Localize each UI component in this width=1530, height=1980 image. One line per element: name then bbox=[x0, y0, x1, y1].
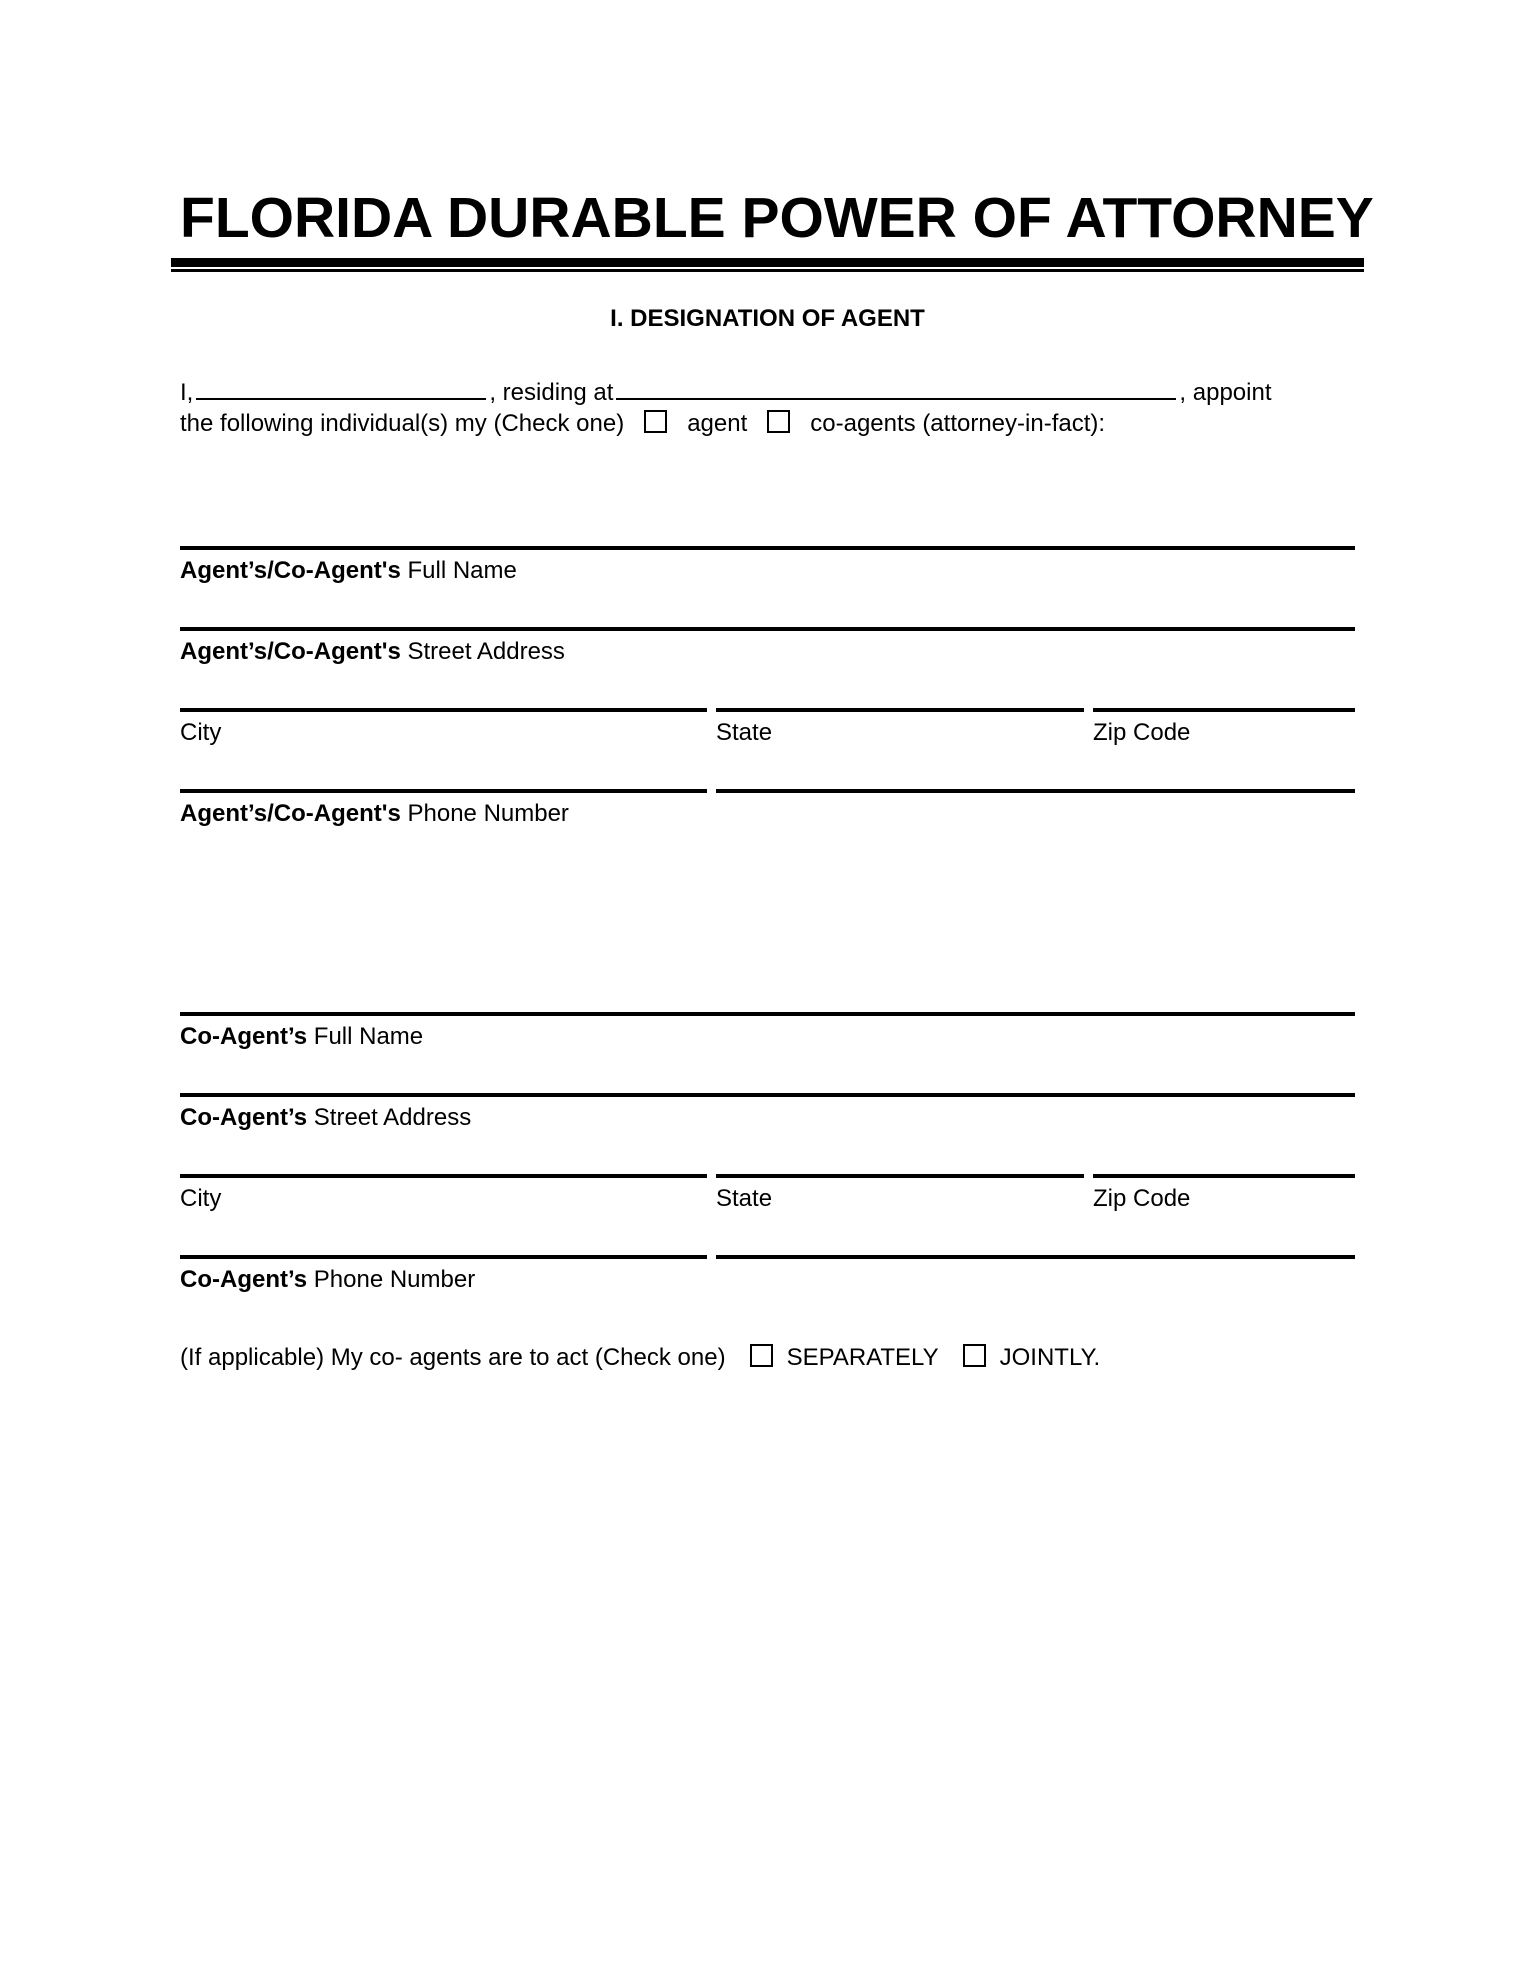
agent-full-name-field[interactable] bbox=[180, 546, 1355, 585]
agent-info-section bbox=[180, 546, 1355, 828]
agent-option-label: agent bbox=[687, 410, 748, 437]
coagent-action-clause bbox=[180, 1343, 1355, 1372]
jointly-checkbox[interactable] bbox=[963, 1344, 986, 1367]
intro-line-2 bbox=[180, 408, 1355, 439]
agent-zip-field[interactable] bbox=[1093, 708, 1355, 747]
agent-checkbox[interactable] bbox=[644, 410, 667, 433]
intro-line2-text: the following individual(s) my (Check one) bbox=[180, 410, 625, 437]
agent-phone-extra-line[interactable] bbox=[716, 789, 1355, 828]
coagent-street-address-label bbox=[180, 1103, 1355, 1132]
coagent-phone-extra-line[interactable] bbox=[716, 1255, 1355, 1294]
co-agents-option-label: co-agents (attorney-in-fact): bbox=[810, 410, 1106, 437]
coagent-phone-label-bold: Co-Agent’s bbox=[180, 1266, 308, 1293]
agent-street-address-label-normal: Street Address bbox=[407, 638, 565, 665]
document-content bbox=[180, 0, 1374, 1372]
coagent-full-name-label bbox=[180, 1022, 1355, 1051]
agent-street-address-label-bold: Agent’s/Co-Agent's bbox=[180, 638, 401, 665]
agent-street-address-field[interactable] bbox=[180, 627, 1355, 666]
coagent-phone-label-normal: Phone Number bbox=[313, 1266, 476, 1293]
agent-city-field[interactable] bbox=[180, 708, 707, 747]
agent-zip-label: Zip Code bbox=[1093, 719, 1191, 746]
agent-phone-field[interactable] bbox=[180, 789, 707, 828]
coagent-city-field[interactable] bbox=[180, 1174, 707, 1213]
agent-state-field[interactable] bbox=[716, 708, 1084, 747]
agent-state-label: State bbox=[716, 719, 773, 746]
coagent-full-name-label-normal: Full Name bbox=[313, 1023, 424, 1050]
agent-phone-label bbox=[180, 799, 707, 828]
intro-line-1 bbox=[180, 374, 1355, 408]
coagent-phone-field[interactable] bbox=[180, 1255, 707, 1294]
coagent-zip-field[interactable] bbox=[1093, 1174, 1355, 1213]
designation-paragraph bbox=[180, 374, 1355, 439]
agent-full-name-label-bold: Agent’s/Co-Agent's bbox=[180, 557, 401, 584]
agent-full-name-label-normal: Full Name bbox=[407, 557, 517, 584]
intro-appoint-text: , appoint bbox=[1179, 379, 1272, 406]
intro-residing-text: , residing at bbox=[489, 379, 614, 406]
coagent-street-address-label-normal: Street Address bbox=[313, 1104, 472, 1131]
separately-label: SEPARATELY bbox=[786, 1344, 939, 1371]
coagent-phone-row bbox=[180, 1255, 1355, 1294]
principal-address-blank[interactable] bbox=[616, 374, 1176, 400]
agent-phone-label-bold: Agent’s/Co-Agent's bbox=[180, 800, 401, 827]
section-heading: I. DESIGNATION OF AGENT bbox=[610, 305, 925, 332]
coagent-state-field[interactable] bbox=[716, 1174, 1084, 1213]
agent-city-state-zip-row bbox=[180, 708, 1355, 747]
co-agents-checkbox[interactable] bbox=[767, 410, 790, 433]
jointly-label: JOINTLY. bbox=[999, 1344, 1101, 1371]
document-title: FLORIDA DURABLE POWER OF ATTORNEY bbox=[180, 186, 1374, 250]
coagent-full-name-label-bold: Co-Agent’s bbox=[180, 1023, 308, 1050]
intro-opening-text: I, bbox=[180, 379, 194, 406]
title-divider bbox=[171, 258, 1364, 272]
coagent-street-address-label-bold: Co-Agent’s bbox=[180, 1104, 308, 1131]
coagent-zip-label: Zip Code bbox=[1093, 1185, 1191, 1212]
coagent-full-name-field[interactable] bbox=[180, 1012, 1355, 1051]
agent-city-label: City bbox=[180, 719, 222, 746]
action-clause-text: (If applicable) My co- agents are to act (Check one) bbox=[180, 1344, 726, 1371]
agent-street-address-label bbox=[180, 637, 1355, 666]
agent-phone-row bbox=[180, 789, 1355, 828]
agent-phone-label-normal: Phone Number bbox=[407, 800, 569, 827]
coagent-street-address-field[interactable] bbox=[180, 1093, 1355, 1132]
agent-full-name-label bbox=[180, 556, 1355, 585]
separately-checkbox[interactable] bbox=[750, 1344, 773, 1367]
coagent-city-state-zip-row bbox=[180, 1174, 1355, 1213]
principal-name-blank[interactable] bbox=[196, 374, 486, 400]
coagent-state-label: State bbox=[716, 1185, 773, 1212]
coagent-info-section bbox=[180, 1012, 1355, 1294]
coagent-city-label: City bbox=[180, 1185, 222, 1212]
coagent-phone-label bbox=[180, 1265, 707, 1294]
